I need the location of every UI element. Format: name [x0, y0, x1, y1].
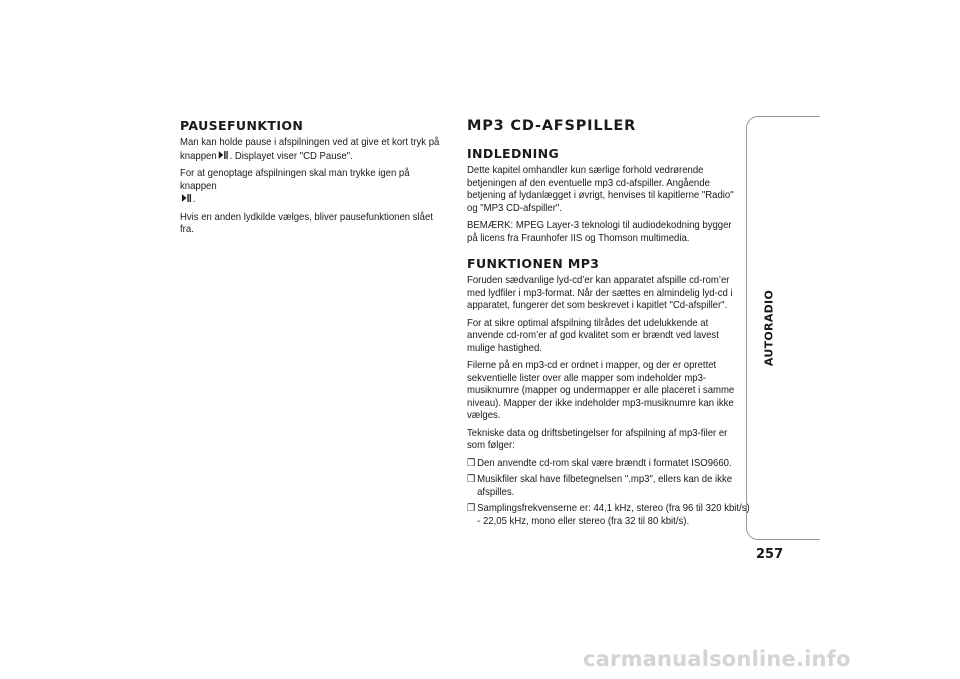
mp3-section-title: MP3 CD-AFSPILLER [467, 118, 637, 134]
intro-paragraph-1: Dette kapitel omhandler kun særlige forhold vedrørende betjeningen af den eventuelle mp3 cd-afspiller. Angående betjening af lydanlægget i øvrigt, henvises til kapitlerne "Radio" og "MP3 CD-afspiller". [467, 165, 734, 214]
pause-heading: PAUSEFUNKTION [180, 118, 304, 133]
list-item: ❒ Musikfiler skal have filbetegnelsen ".mp3", ellers kan de ikke afspilles. [467, 474, 733, 498]
intro-paragraph-2: BEMÆRK: MPEG Layer-3 teknologi til audiodekodning bygger på licens fra Fraunhofer IIS og Thomson multimedia. [467, 220, 732, 244]
play-pause-button-icon [182, 193, 191, 203]
checkbox-bullet-icon: ❒ [467, 457, 476, 469]
intro-heading: INDLEDNING [467, 146, 560, 161]
mp3-paragraph-4: Tekniske data og driftsbetingelser for afspilning af mp3-filer er som følger: [467, 427, 728, 451]
left-column [180, 118, 448, 242]
pause-paragraph-2: For at genoptage afspilningen skal man trykke igen på knappen . [180, 168, 410, 205]
mp3-paragraph-1: Foruden sædvanlige lyd-cd’er kan apparatet afspille cd-rom’er med lydfiler i mp3-format. Når der sættes en almindelig lyd-cd i apparatet, fungerer det som beskrevet i kapitlet "Cd-afspiller". [467, 275, 733, 311]
chapter-tab-label: AUTORADIO [762, 289, 776, 367]
list-item: ❒ Den anvendte cd-rom skal være brændt i formatet ISO9660. [467, 457, 732, 469]
pause-paragraph-1: Man kan holde pause i afspilningen ved at give et kort tryk på knappen . Displayet viser "CD Pause". [180, 137, 440, 162]
list-item: ❒ Samplingsfrekvenserne er: 44,1 kHz, stereo (fra 96 til 320 kbit/s) - 22,05 kHz, mono eller stereo (fra 32 til 80 kbit/s). [467, 503, 750, 527]
play-pause-button-icon [219, 150, 228, 160]
requirements-list [467, 457, 750, 529]
mp3-paragraph-2: For at sikre optimal afspilning tilrådes det udelukkende at anvende cd-rom’er af god kvalitet som er brændt ved lavest mulige hastighed. [467, 317, 719, 354]
pause-paragraph-3: Hvis en anden lydkilde vælges, bliver pausefunktionen slået fra. [180, 211, 433, 235]
mp3-paragraph-3: Filerne på en mp3-cd er ordnet i mapper, og der er oprettet sekventielle lister over alle mapper som indeholder mp3-musiknumre (mapper og undermapper er alle placeret i samme niveau). Mapper der ikke indeholder mp3-musiknumre kan ikke vælges. [467, 360, 735, 421]
mp3-function-heading: FUNKTIONEN MP3 [467, 256, 600, 271]
watermark: carmanualsonline.info [583, 647, 851, 671]
checkbox-bullet-icon: ❒ [467, 474, 476, 485]
checkbox-bullet-icon: ❒ [467, 503, 476, 514]
right-column [467, 118, 750, 532]
page-number: 257 [756, 547, 784, 562]
